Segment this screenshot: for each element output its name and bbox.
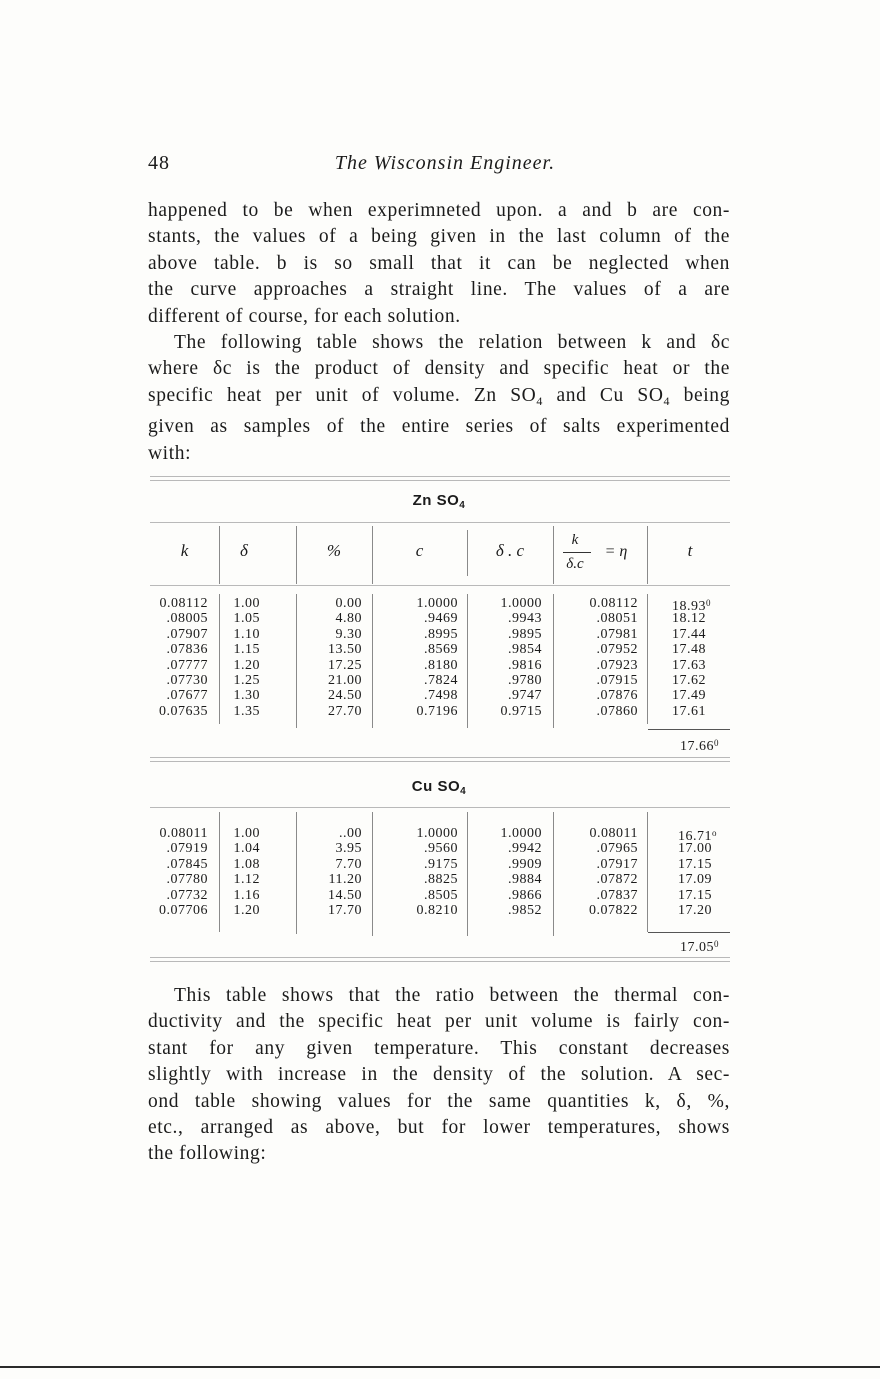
zn-percent-column: 0.00 4.80 9.30 13.50 17.25 21.00 24.50 27.70 <box>328 596 362 719</box>
zn-c-column: 1.0000 .9469 .8995 .8569 .8180 .7824 .7498 0.7196 <box>416 596 458 719</box>
col-header-percent: % <box>326 541 342 560</box>
zn-eta-column: 0.08112 .08051 .07981 .07952 .07923 .07915 .07876 .07860 <box>589 596 638 719</box>
table-title-zn: Zn $SO_4$ <box>412 492 466 511</box>
text-line: specific heat per unit of volume. Zn $SO_4$ and Cu $SO_4$ being <box>148 384 730 408</box>
cu-k-column: 0.08011 .07919 .07845 .07780 .07732 0.07706 <box>159 826 208 918</box>
zn-delta-c-column: 1.0000 .9943 .9895 .9854 .9816 .9780 .9747 0.9715 <box>500 596 542 719</box>
table-title-cu: Cu $SO_4$ <box>411 778 467 797</box>
col-header-t: t <box>687 541 693 560</box>
table-top-rule <box>150 480 730 481</box>
cu-percent-column: ..00 3.95 7.70 11.20 14.50 17.70 <box>328 826 362 918</box>
text-line: the curve approaches a straight line. The values of a are <box>148 279 730 301</box>
sum-rule <box>648 729 730 730</box>
text-line: ductivity and the specific heat per unit volume is fairly con- <box>148 1011 730 1033</box>
table-bottom-rule <box>150 961 730 962</box>
scan-edge <box>0 1366 880 1368</box>
zn-delta-column: 1.00 1.05 1.10 1.15 1.20 1.25 1.30 1.35 <box>233 596 260 719</box>
zn-mean-t: 17.66$^0$ <box>680 738 719 754</box>
col-header-c: c <box>415 541 424 560</box>
table-mid-rule <box>150 761 730 762</box>
sum-rule <box>648 932 730 933</box>
cu-mean-t: 17.05$^0$ <box>680 939 719 955</box>
text-line: etc., arranged as above, but for lower temperatures, shows <box>148 1117 730 1139</box>
col-header-k: k <box>180 541 189 560</box>
cu-eta-column: 0.08011 .07965 .07917 .07872 .07837 0.07822 <box>589 826 638 918</box>
text-line: ond table showing values for the same quantities k, δ, %, <box>148 1090 730 1112</box>
table-bottom-rule <box>150 957 730 958</box>
cu-delta-c-column: 1.0000 .9942 .9909 .9884 .9866 .9852 <box>500 826 542 918</box>
paragraph-3 <box>148 983 730 1168</box>
text-line: given as samples of the entire series of salts experimented <box>148 416 730 438</box>
paragraph-1 <box>148 198 730 330</box>
table-top-rule <box>150 476 730 477</box>
col-header-delta: δ <box>240 541 248 560</box>
text-line: stant for any given temperature. This constant decreases <box>148 1037 730 1059</box>
text-line: slightly with increase in the density of the solution. A sec- <box>148 1064 730 1086</box>
cu-delta-column: 1.00 1.04 1.08 1.12 1.16 1.20 <box>233 826 260 918</box>
text-line: the following: <box>148 1143 267 1165</box>
text-line: with: <box>148 442 192 464</box>
fraction-bar <box>563 552 591 553</box>
header-top-rule <box>150 522 730 523</box>
text-line: different of course, for each solution. <box>148 305 461 327</box>
col-header-eta-denominator: δ.c <box>566 556 584 572</box>
cu-c-column: 1.0000 .9560 .9175 .8825 .8505 0.8210 <box>416 826 458 918</box>
text-line: The following table shows the relation between k and δc <box>174 332 730 353</box>
text-line: above table. b is so small that it can be neglected when <box>148 252 730 274</box>
page-header <box>148 152 730 178</box>
cu-t-column: 16.71$^o$ 17.00 17.15 17.09 17.15 17.20 <box>678 828 717 918</box>
text-line: This table shows that the ratio between the thermal con- <box>174 985 730 1006</box>
table2-header-rule <box>150 807 730 808</box>
text-line: happened to be when experimneted upon. a and b are con- <box>148 200 730 221</box>
zn-t-column: 18.93$^0$ 18.12 17.44 17.48 17.63 17.62 17.49 17.61 <box>672 598 711 719</box>
table-mid-rule <box>150 757 730 758</box>
text-line: where δc is the product of density and specific heat or the <box>148 358 730 380</box>
page-number: 48 <box>148 152 170 174</box>
paragraph-2 <box>148 330 730 467</box>
header-bottom-rule <box>150 585 730 586</box>
text-line: stants, the values of a being given in the last column of the <box>148 226 730 248</box>
col-header-eta-numerator: k <box>571 532 579 548</box>
col-header-eta-symbol: = η <box>604 543 628 560</box>
col-header-delta-c: δ . c <box>495 541 525 560</box>
journal-title: The Wisconsin Engineer. <box>334 152 556 174</box>
zn-k-column: 0.08112 .08005 .07907 .07836 .07777 .07730 .07677 0.07635 <box>159 596 208 719</box>
